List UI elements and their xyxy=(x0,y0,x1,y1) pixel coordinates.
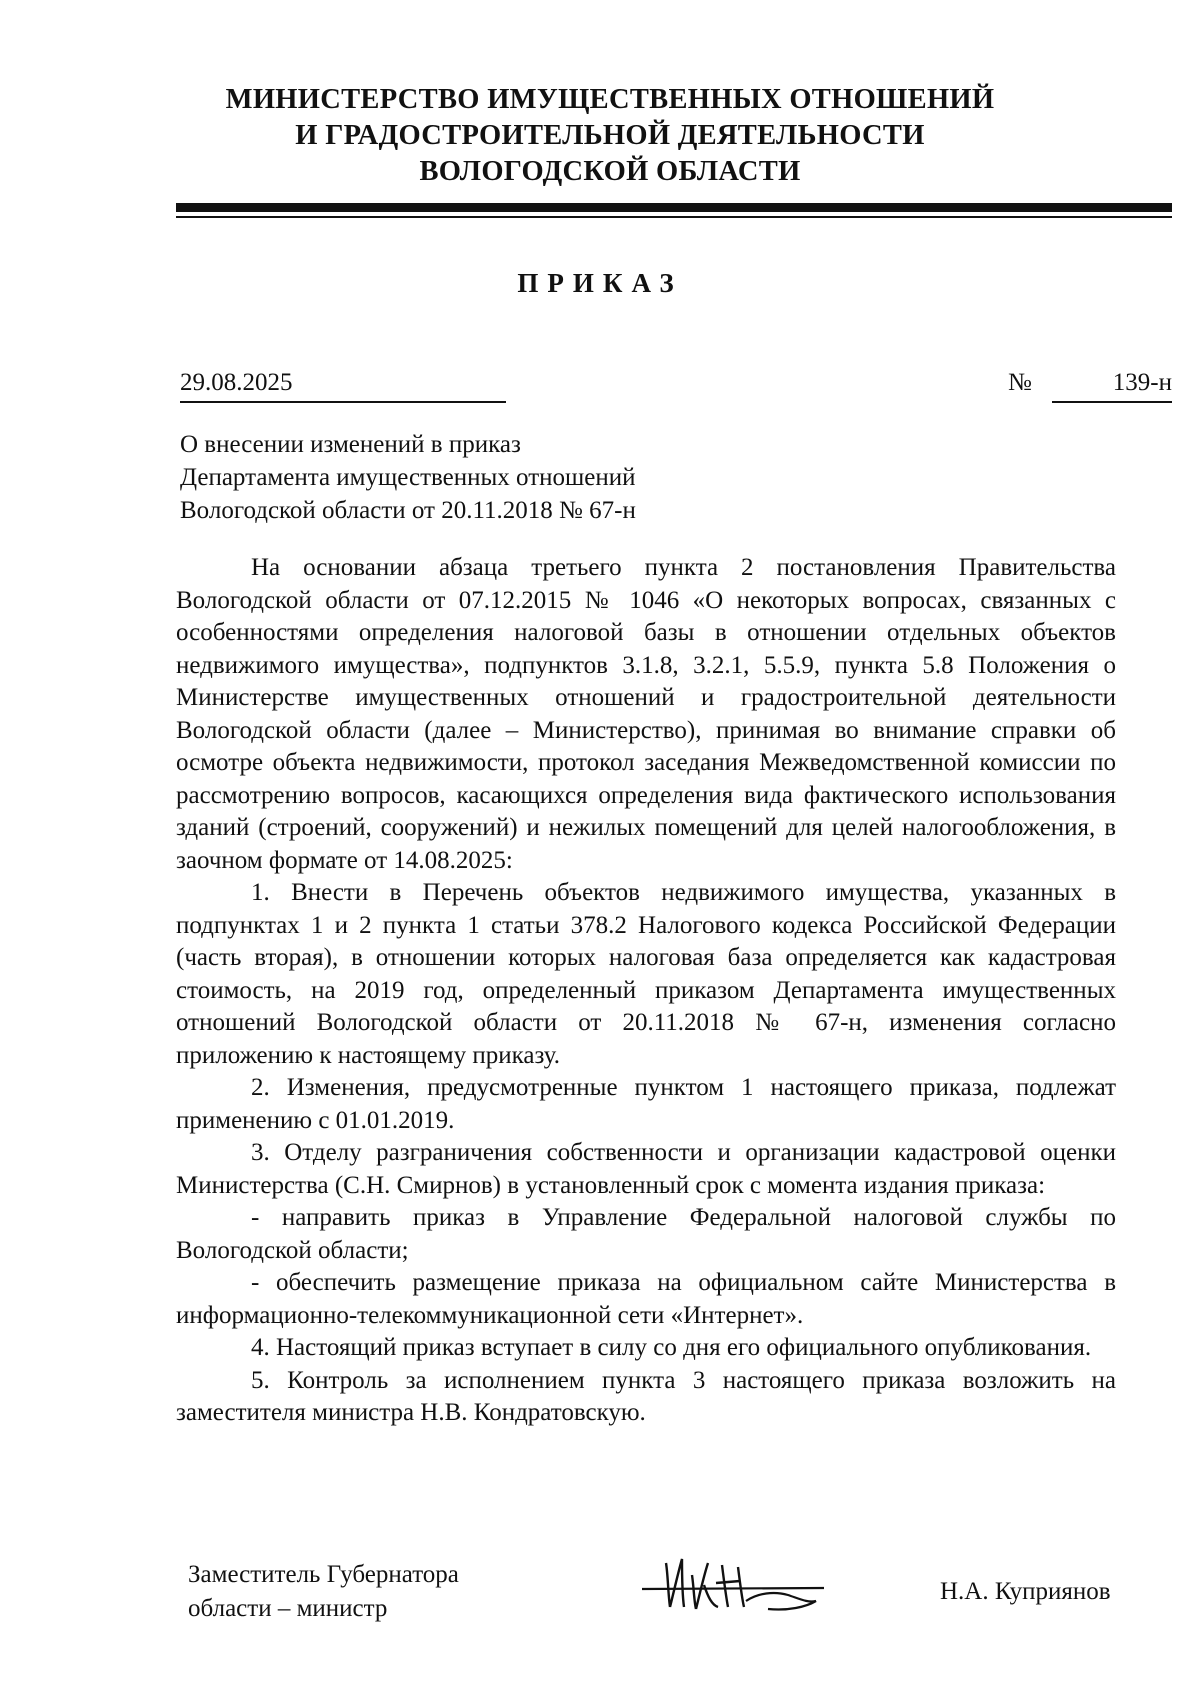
header-line-1: МИНИСТЕРСТВО ИМУЩЕСТВЕННЫХ ОТНОШЕНИЙ xyxy=(225,84,995,115)
header-line-3: ВОЛОГОДСКОЙ ОБЛАСТИ xyxy=(419,156,801,187)
paragraph-item-2: 2. Изменения, предусмотренные пунктом 1 настоящего приказа, подлежат применению с 01.01.2019. xyxy=(176,1074,1116,1134)
signer-position xyxy=(188,1558,459,1626)
order-number: 139-н xyxy=(1052,365,1172,403)
subject-line-3: Вологодской области от 20.11.2018 № 67-н xyxy=(180,497,636,524)
paragraph-item-3-sub-2: - обеспечить размещение приказа на официальном сайте Министерства в информационно-телекоммуникационной сети «Интернет». xyxy=(176,1269,1116,1329)
handwritten-signature xyxy=(638,1545,828,1617)
order-date: 29.08.2025 xyxy=(180,365,506,403)
order-subject xyxy=(180,428,636,527)
paragraph-item-4: 4. Настоящий приказ вступает в силу со дня его официального опубликования. xyxy=(251,1334,1092,1361)
document-title: ПРИКАЗ xyxy=(517,268,683,298)
ministry-header xyxy=(170,82,1050,190)
header-line-2: И ГРАДОСТРОИТЕЛЬНОЙ ДЕЯТЕЛЬНОСТИ xyxy=(295,120,925,151)
subject-line-1: О внесении изменений в приказ xyxy=(180,431,521,458)
paragraph-item-1: 1. Внести в Перечень объектов недвижимого имущества, указанных в подпунктах 1 и 2 пункта 1 статьи 378.2 Налогового кодекса Российской Федерации (часть вторая), в отношении которых налоговая база определяется как кадастровая стоимость, на 2019 год, определенный приказом Департамента имущественных отношений Вологодской области от 20.11.2018 № 67-н, изменения согласно приложению к настоящему приказу. xyxy=(176,879,1116,1069)
paragraph-item-5: 5. Контроль за исполнением пункта 3 настоящего приказа возложить на заместителя министра Н.В. Кондратовскую. xyxy=(176,1366,1116,1426)
signer-position-line-1: Заместитель Губернатора xyxy=(188,1561,459,1588)
order-body xyxy=(176,552,1116,1430)
header-rule-thin xyxy=(176,216,1172,218)
signer-name: Н.А. Куприянов xyxy=(940,1578,1111,1605)
signer-position-line-2: области – министр xyxy=(188,1595,388,1622)
header-rule-thick xyxy=(176,203,1172,212)
subject-line-2: Департамента имущественных отношений xyxy=(180,464,636,491)
paragraph-item-3-sub-1: - направить приказ в Управление Федеральной налоговой службы по Вологодской области; xyxy=(176,1204,1116,1264)
number-sign: № xyxy=(1008,369,1032,396)
paragraph-preamble: На основании абзаца третьего пункта 2 постановления Правительства Вологодской области от 07.12.2015 № 1046 «О некоторых вопросах, связанных с особенностями определения налоговой базы в отношении отдельных объектов недвижимого имущества», подпунктов 3.1.8, 3.2.1, 5.5.9, пункта 5.8 Положения о Министерстве имущественных отношений и градостроительной деятельности Вологодской области (далее – Министерство), принимая во внимание справки об осмотре объекта недвижимости, протокол заседания Межведомственной комиссии по рассмотрению вопросов, касающихся определения вида фактического использования зданий (строений, сооружений) и нежилых помещений для целей налогообложения, в заочном формате от 14.08.2025: xyxy=(176,554,1116,874)
paragraph-item-3: 3. Отделу разграничения собственности и организации кадастровой оценки Министерства (С.Н. Смирнов) в установленный срок с момента издания приказа: xyxy=(176,1139,1116,1199)
